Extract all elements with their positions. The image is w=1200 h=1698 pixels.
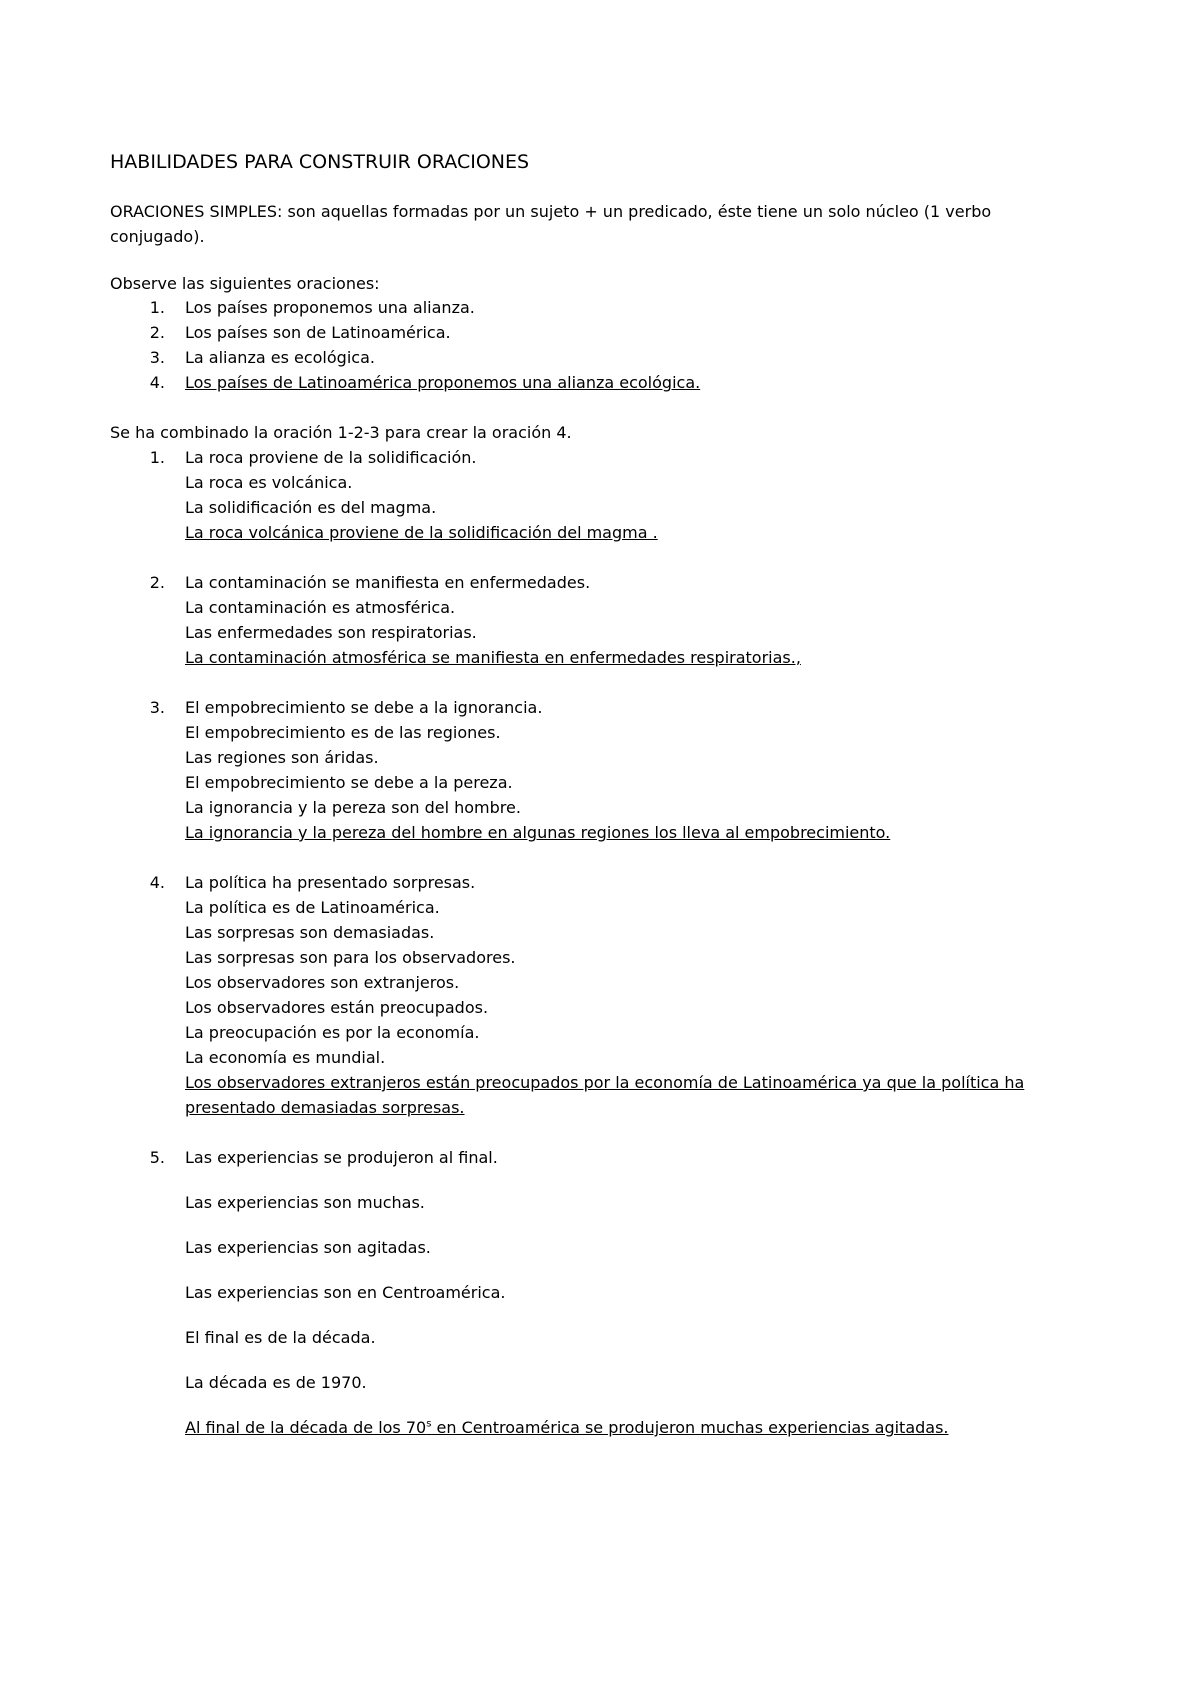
exercise-answer: [185, 1416, 949, 1440]
list-item: Los países son de Latinoamérica.: [185, 323, 451, 342]
exercise-line: La preocupación es por la economía.: [185, 1023, 480, 1042]
exercise-line: La roca es volcánica.: [185, 473, 353, 492]
exercise-line: La economía es mundial.: [185, 1048, 386, 1067]
exercise-answer-line-2: presentado demasiadas sorpresas.: [185, 1098, 465, 1117]
exercise-line: La roca proviene de la solidificación.: [185, 448, 477, 467]
exercise-line: Las experiencias son en Centroamérica.: [185, 1283, 506, 1302]
definition-line-1: ORACIONES SIMPLES: son aquellas formadas por un sujeto + un predicado, éste tiene un solo núcleo (1 verbo: [110, 202, 992, 221]
page-title: HABILIDADES PARA CONSTRUIR ORACIONES: [110, 151, 530, 173]
exercise-number: 3.: [149, 698, 165, 717]
list-item: La alianza es ecológica.: [185, 348, 375, 367]
exercise-line: El final es de la década.: [185, 1328, 376, 1347]
exercise-line: Las sorpresas son demasiadas.: [185, 923, 435, 942]
definition-line-2: conjugado).: [110, 227, 205, 246]
exercise-line: Los observadores están preocupados.: [185, 998, 489, 1017]
answer-text-post: en Centroamérica se produjeron muchas experiencias agitadas.: [431, 1418, 949, 1437]
list-number: 1.: [149, 298, 165, 317]
exercise-line: La contaminación es atmosférica.: [185, 598, 456, 617]
exercise-line: El empobrecimiento es de las regiones.: [185, 723, 501, 742]
exercise-line: El empobrecimiento se debe a la pereza.: [185, 773, 513, 792]
exercise-line: El empobrecimiento se debe a la ignorancia.: [185, 698, 543, 717]
exercise-line: Los observadores son extranjeros.: [185, 973, 460, 992]
answer-text-pre: Al final de la década de los 70: [185, 1418, 427, 1437]
exercise-answer: La ignorancia y la pereza del hombre en algunas regiones los lleva al empobrecimiento.: [185, 823, 891, 842]
list-number: 2.: [149, 323, 165, 342]
exercise-number: 5.: [149, 1148, 165, 1167]
exercise-number: 1.: [149, 448, 165, 467]
exercise-line: Las enfermedades son respiratorias.: [185, 623, 477, 642]
exercise-line: La ignorancia y la pereza son del hombre.: [185, 798, 521, 817]
exercise-number: 2.: [149, 573, 165, 592]
answer-superscript: s: [426, 1418, 432, 1430]
exercise-line: La década es de 1970.: [185, 1373, 367, 1392]
exercise-line: La solidificación es del magma.: [185, 498, 437, 517]
exercise-answer-line-1: Los observadores extranjeros están preocupados por la economía de Latinoamérica ya que la política ha: [185, 1073, 1025, 1092]
observe-heading: Observe las siguientes oraciones:: [110, 274, 380, 293]
exercise-line: Las regiones son áridas.: [185, 748, 379, 767]
exercise-line: Las experiencias se produjeron al final.: [185, 1148, 498, 1167]
exercise-line: Las experiencias son agitadas.: [185, 1238, 431, 1257]
exercise-answer: La contaminación atmosférica se manifiesta en enfermedades respiratorias.,: [185, 648, 801, 667]
list-number: 3.: [149, 348, 165, 367]
list-item: Los países proponemos una alianza.: [185, 298, 475, 317]
exercise-line: Las experiencias son muchas.: [185, 1193, 425, 1212]
list-number: 4.: [149, 373, 165, 392]
exercise-answer: La roca volcánica proviene de la solidificación del magma .: [185, 523, 658, 542]
exercise-line: La política ha presentado sorpresas.: [185, 873, 476, 892]
exercise-line: La contaminación se manifiesta en enfermedades.: [185, 573, 591, 592]
combined-note: Se ha combinado la oración 1-2-3 para crear la oración 4.: [110, 423, 572, 442]
list-item-combined: Los países de Latinoamérica proponemos una alianza ecológica.: [185, 373, 701, 392]
exercise-number: 4.: [149, 873, 165, 892]
exercise-line: Las sorpresas son para los observadores.: [185, 948, 516, 967]
exercise-line: La política es de Latinoamérica.: [185, 898, 440, 917]
